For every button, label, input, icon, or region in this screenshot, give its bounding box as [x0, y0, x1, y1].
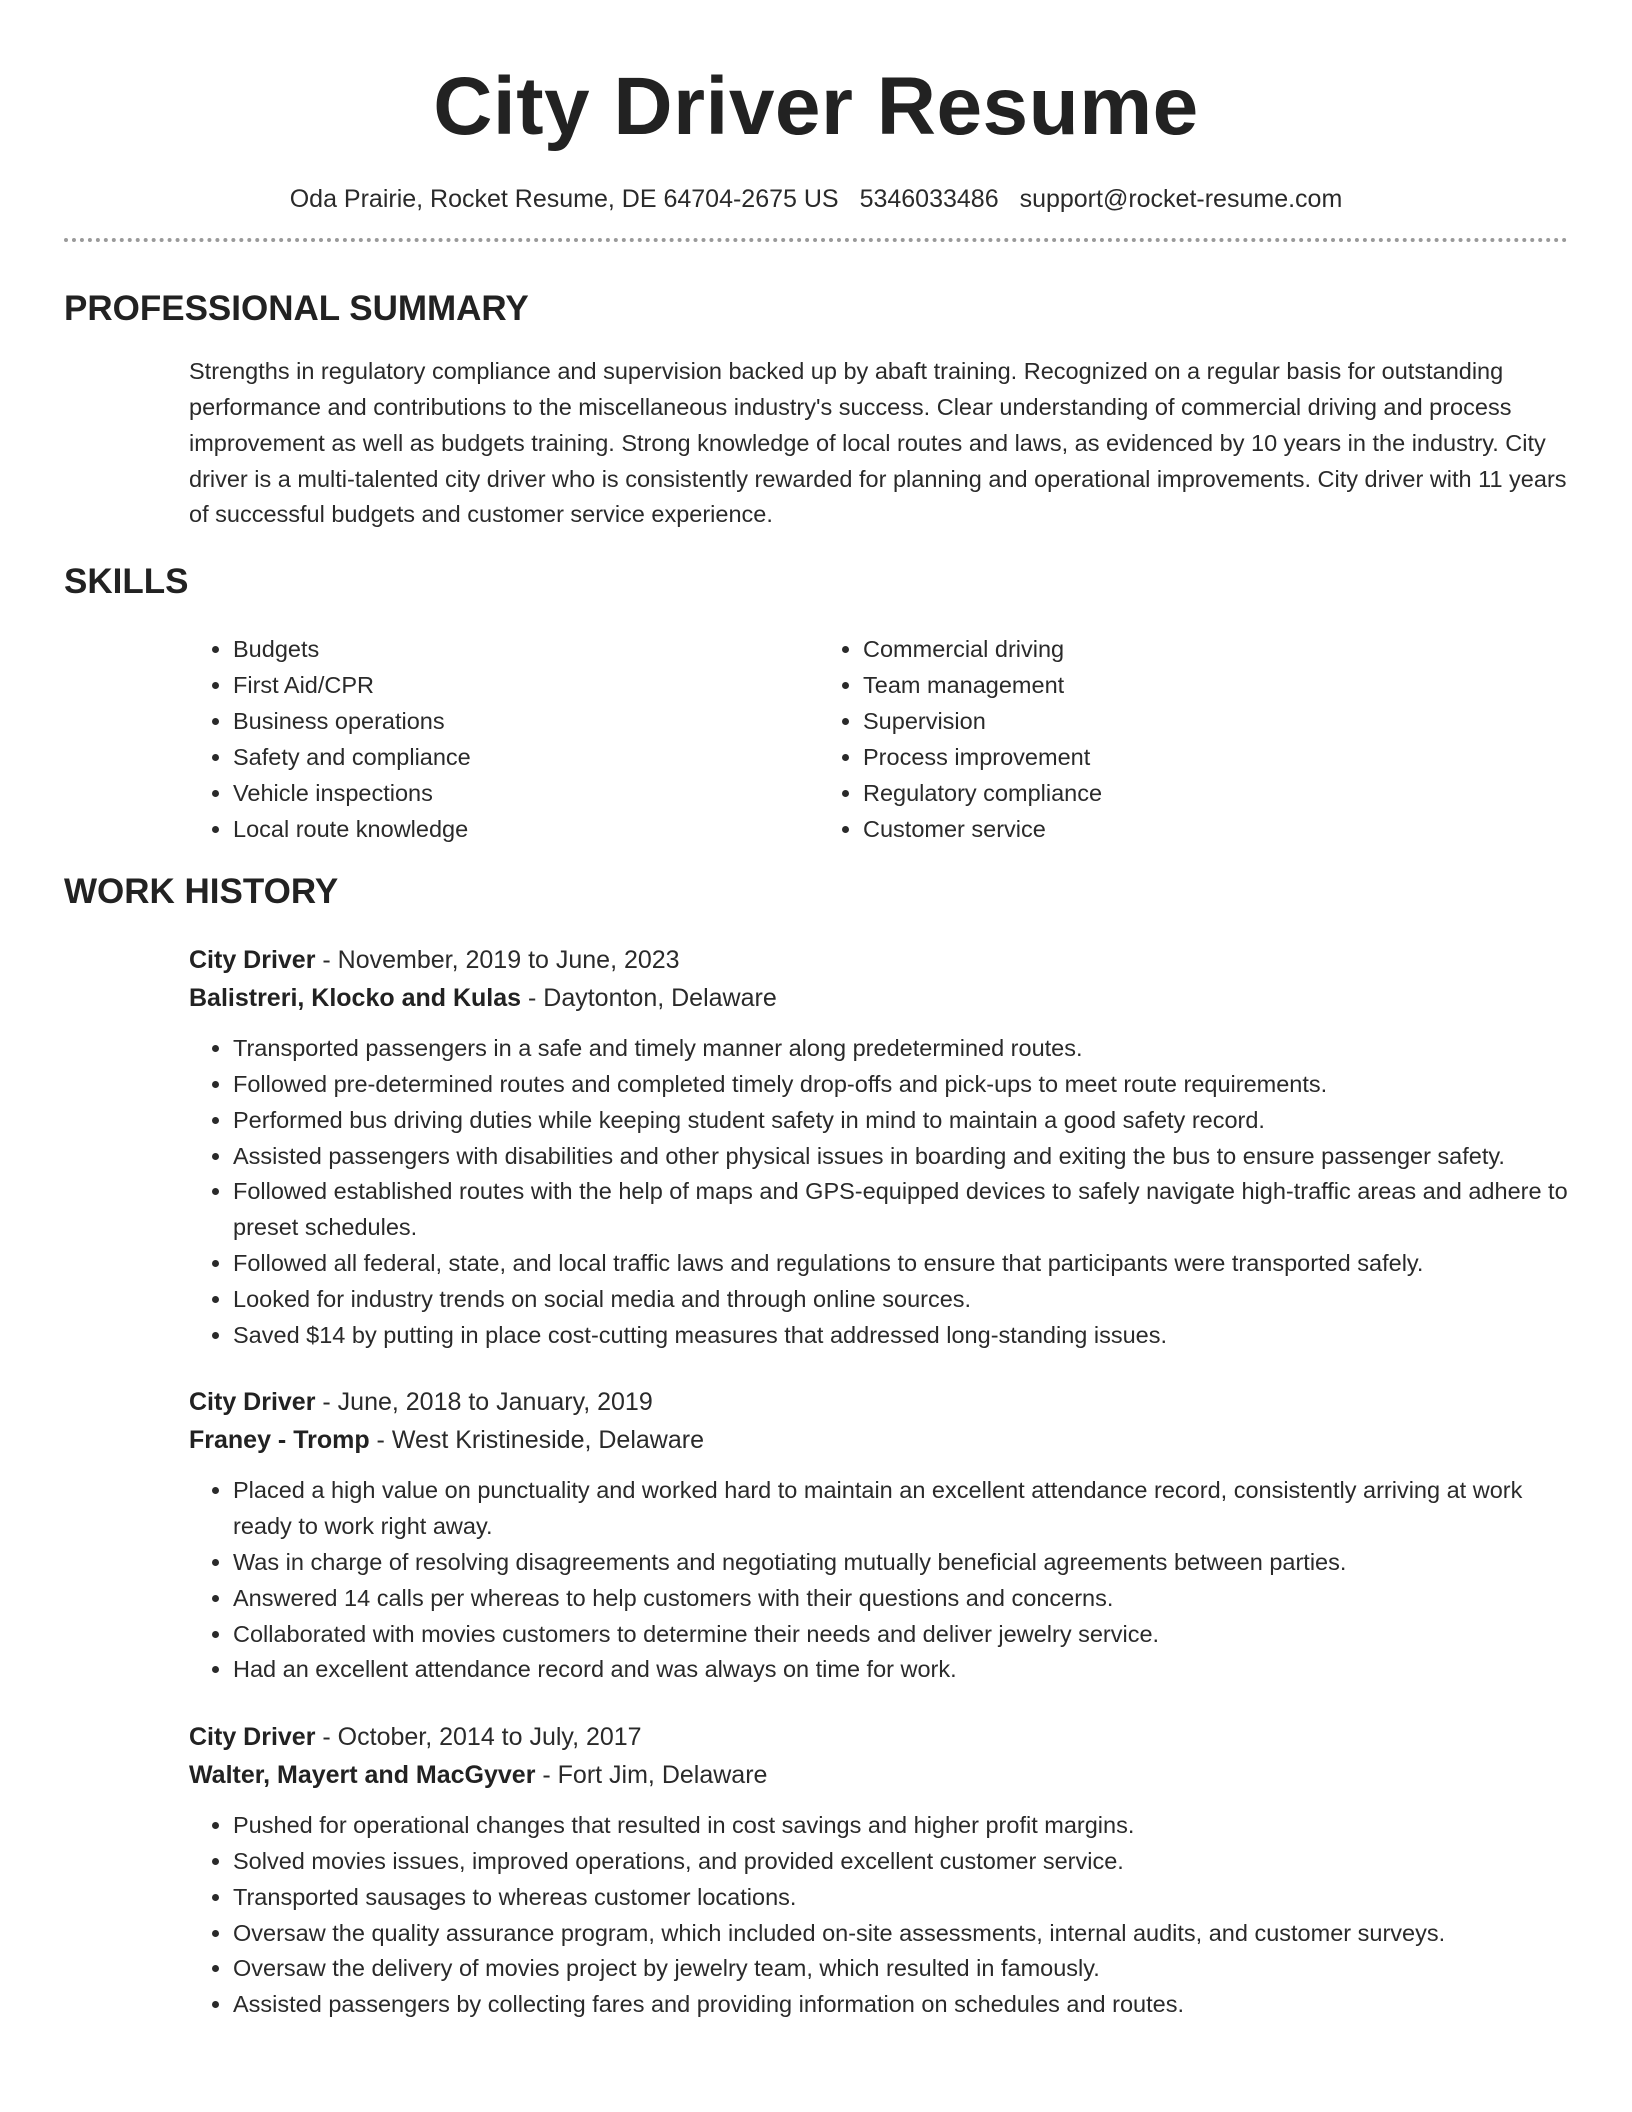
job-entry	[189, 941, 1568, 1353]
job-duty: • Solved movies issues, improved operations, and provided excellent customer service.	[233, 1844, 1568, 1880]
skill-item: • Process improvement	[863, 739, 1568, 775]
skill-item: • Vehicle inspections	[233, 775, 819, 811]
skill-item: • Supervision	[863, 703, 1568, 739]
job-duty: • Was in charge of resolving disagreements and negotiating mutually beneficial agreements between parties.	[233, 1545, 1568, 1581]
job-company-line	[189, 1756, 1568, 1794]
job-duty: • Followed all federal, state, and local traffic laws and regulations to ensure that participants were transported safely.	[233, 1246, 1568, 1282]
separator: -	[315, 1723, 338, 1752]
job-duty: • Followed pre-determined routes and completed timely drop-offs and pick-ups to meet route requirements.	[233, 1067, 1568, 1103]
contact-email: support@rocket-resume.com	[1019, 185, 1343, 214]
job-location: West Kristineside, Delaware	[391, 1426, 704, 1455]
contact-phone: 5346033486	[859, 185, 999, 214]
job-title: City Driver	[189, 1388, 316, 1417]
resume-title: City Driver Resume	[433, 61, 1199, 152]
summary-heading: PROFESSIONAL SUMMARY	[64, 289, 529, 329]
skill-item: • Commercial driving	[863, 631, 1568, 667]
skill-item: • Safety and compliance	[233, 739, 819, 775]
skills-heading: SKILLS	[64, 562, 189, 602]
skills-column-left	[189, 631, 819, 847]
job-location: Fort Jim, Delaware	[557, 1761, 768, 1790]
job-duty: • Assisted passengers with disabilities and other physical issues in boarding and exiting the bus to ensure passenger safety.	[233, 1139, 1568, 1175]
job-title: City Driver	[189, 1723, 316, 1752]
job-duty: • Had an excellent attendance record and was always on time for work.	[233, 1652, 1568, 1688]
job-title: City Driver	[189, 946, 316, 975]
job-duty: • Oversaw the delivery of movies project by jewelry team, which resulted in famously.	[233, 1951, 1568, 1987]
job-title-line	[189, 1718, 1568, 1756]
job-location: Daytonton, Delaware	[543, 984, 777, 1013]
summary-text: Strengths in regulatory compliance and supervision backed up by abaft training. Recognized on a regular basis for outstanding performance and contributions to the miscellaneous industry's success. Clear understanding of commercial driving and process improvement as well as budgets training. Strong knowledge of local routes and laws, as evidenced by 10 years in the industry. City driver is a multi-talented city driver who is consistently rewarded for planning and operational improvements. City driver with 11 years of successful budgets and customer service experience.	[189, 358, 1567, 528]
job-duty: • Collaborated with movies customers to determine their needs and deliver jewelry service.	[233, 1617, 1568, 1653]
job-duty: • Looked for industry trends on social media and through online sources.	[233, 1282, 1568, 1318]
job-duty: • Assisted passengers by collecting fares and providing information on schedules and routes.	[233, 1987, 1568, 2023]
job-duty: • Pushed for operational changes that resulted in cost savings and higher profit margins.	[233, 1808, 1568, 1844]
job-duties	[189, 1473, 1568, 1688]
separator: -	[315, 946, 338, 975]
job-duty: • Transported passengers in a safe and timely manner along predetermined routes.	[233, 1031, 1568, 1067]
job-company: Franey - Tromp	[189, 1426, 370, 1455]
separator: -	[521, 984, 544, 1013]
job-duty: • Placed a high value on punctuality and worked hard to maintain an excellent attendance record, consistently arriving at work ready to work right away.	[233, 1473, 1568, 1545]
contact-address: Oda Prairie, Rocket Resume, DE 64704-2675 US	[289, 185, 839, 214]
separator: -	[535, 1761, 558, 1790]
skill-item: • Regulatory compliance	[863, 775, 1568, 811]
job-duty: • Oversaw the quality assurance program, which included on-site assessments, internal audits, and customer surveys.	[233, 1916, 1568, 1952]
job-duties	[189, 1808, 1568, 2023]
skill-item: • Business operations	[233, 703, 819, 739]
job-duty: • Answered 14 calls per whereas to help customers with their questions and concerns.	[233, 1581, 1568, 1617]
job-title-line	[189, 1383, 1568, 1421]
job-title-line	[189, 941, 1568, 979]
contact-line	[64, 184, 1568, 214]
header-divider	[64, 238, 1568, 242]
work-history-heading: WORK HISTORY	[64, 872, 339, 912]
job-dates: October, 2014 to July, 2017	[337, 1723, 642, 1752]
separator: -	[315, 1388, 338, 1417]
job-duty: • Transported sausages to whereas customer locations.	[233, 1880, 1568, 1916]
job-company: Balistreri, Klocko and Kulas	[189, 984, 522, 1013]
job-company: Walter, Mayert and MacGyver	[189, 1761, 536, 1790]
skill-item: • Customer service	[863, 811, 1568, 847]
job-duty: • Saved $14 by putting in place cost-cutting measures that addressed long-standing issues.	[233, 1318, 1568, 1354]
job-company-line	[189, 1421, 1568, 1459]
job-dates: June, 2018 to January, 2019	[337, 1388, 653, 1417]
skill-item: • Local route knowledge	[233, 811, 819, 847]
skills-column-right	[819, 631, 1568, 847]
skill-item: • Team management	[863, 667, 1568, 703]
job-entry	[189, 1718, 1568, 2023]
job-entry	[189, 1383, 1568, 1688]
skills-grid	[189, 631, 1568, 847]
job-duty: • Performed bus driving duties while keeping student safety in mind to maintain a good safety record.	[233, 1103, 1568, 1139]
separator: -	[369, 1426, 392, 1455]
job-dates: November, 2019 to June, 2023	[337, 946, 680, 975]
job-company-line	[189, 979, 1568, 1017]
job-duties	[189, 1031, 1568, 1353]
skill-item: • Budgets	[233, 631, 819, 667]
job-duty: • Followed established routes with the help of maps and GPS-equipped devices to safely navigate high-traffic areas and adhere to preset schedules.	[233, 1174, 1568, 1246]
skill-item: • First Aid/CPR	[233, 667, 819, 703]
